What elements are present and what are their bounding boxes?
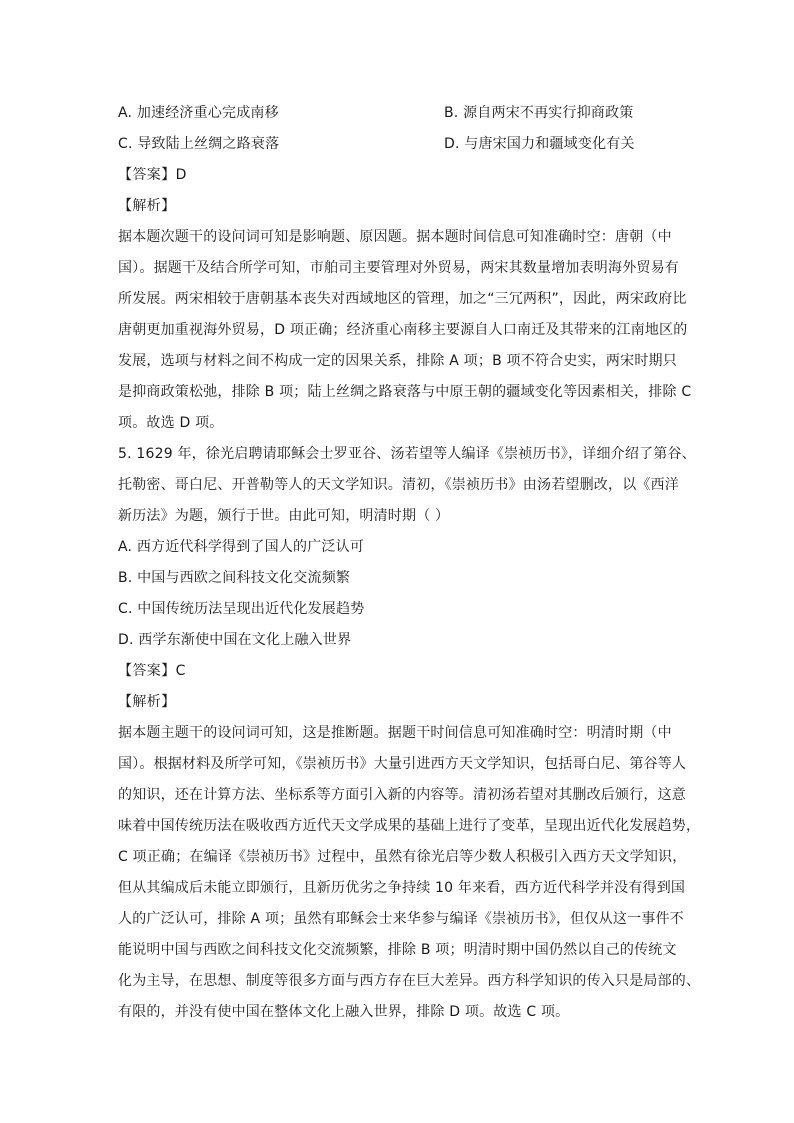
q5-stem-line: 新历法》为题，颁行于世。由此可知，明清时期（ ）: [118, 508, 450, 524]
q5-analysis-line: 味着中国传统历法在吸收西方近代天文学成果的基础上进行了变革，呈现出近代化发展趋势，: [118, 818, 701, 834]
q5-answer: 【答案】C: [118, 663, 186, 679]
q5-analysis-line: 国）。根据材料及所学可知，《崇祯历书》大量引进西方天文学知识，包括哥白尼、第谷等人: [118, 756, 687, 772]
q5-stem-line: 托勒密、哥白尼、开普勒等人的天文学知识。清初，《崇祯历书》由汤若望删改，以《西洋: [118, 477, 679, 493]
q5-analysis-line: 人的广泛认可，排除 A 项；虽然有耶稣会士来华参与编译《崇祯历书》，但仅从这一事件不: [118, 911, 684, 927]
q4-analysis-line: 据本题次题干的设问词可知是影响题、原因题。据本题时间信息可知准确时空：唐朝（中: [118, 229, 672, 245]
q4-analysis-line: 所发展。两宋相较于唐朝基本丧失对西域地区的管理，加之“三冗两积”，因此，两宋政府比: [118, 291, 687, 307]
q5-option-d[interactable]: D. 西学东渐使中国在文化上融入世界: [118, 632, 352, 648]
q5-option-b[interactable]: B. 中国与西欧之间科技文化交流频繁: [118, 570, 351, 586]
q5-option-a[interactable]: A. 西方近代科学得到了国人的广泛认可: [118, 539, 365, 555]
q4-analysis-line: 国）。据题干及结合所学可知，市舶司主要管理对外贸易，两宋其数量增加表明海外贸易有: [118, 260, 679, 276]
q5-analysis-line: 有限的，并没有使中国在整体文化上融入世界，排除 D 项。故选 C 项。: [118, 1004, 570, 1020]
q4-option-a[interactable]: A. 加速经济重心完成南移: [118, 105, 279, 121]
q4-options-row-1: [118, 98, 684, 129]
q4-options-row-2: [118, 129, 684, 160]
q5-stem-line: 5. 1629 年，徐光启聘请耶稣会士罗亚谷、汤若望等人编译《崇祯历书》，详细介绍了第谷、: [118, 446, 696, 462]
q4-analysis-text: [118, 222, 692, 439]
q4-analysis-line: 唐朝更加重视海外贸易，D 项正确；经济重心南移主要源自人口南迁及其带来的江南地区的: [118, 322, 688, 338]
q5-analysis-text: [118, 718, 701, 1028]
q5-analysis-line: C 项正确；在编译《崇祯历书》过程中，虽然有徐光启等少数人积极引入西方天文学知识，: [118, 849, 687, 865]
q5-option-c[interactable]: C. 中国传统历法呈现出近代化发展趋势: [118, 601, 365, 617]
q5-analysis-line: 但从其编成后未能立即颁行，且新历优劣之争持续 10 年来看，西方近代科学并没有得到国: [118, 880, 686, 896]
document-page: [118, 98, 701, 1028]
q4-option-c[interactable]: C. 导致陆上丝绸之路衰落: [118, 136, 280, 152]
q4-analysis-line: 发展，选项与材料之间不构成一定的因果关系，排除 A 项；B 项不符合史实，两宋时期只: [118, 353, 677, 369]
q4-analysis-line: 项。故选 D 项。: [118, 415, 224, 431]
q5-analysis-heading: 【解析】: [118, 694, 176, 710]
q5-stem: [118, 439, 696, 532]
q4-option-d[interactable]: D. 与唐宋国力和疆域变化有关: [444, 136, 635, 152]
q5-analysis-line: 的知识，还在计算方法、坐标系等方面引入新的内容等。清初汤若望对其删改后颁行，这意: [118, 787, 686, 803]
q4-option-b[interactable]: B. 源自两宋不再实行抑商政策: [444, 105, 634, 121]
q4-analysis-line: 是抑商政策松弛，排除 B 项；陆上丝绸之路衰落与中原王朝的疆域变化等因素相关，排除 C: [118, 384, 692, 400]
q5-analysis-line: 据本题主题干的设问词可知，这是推断题。据题干时间信息可知准确时空：明清时期（中: [118, 725, 672, 741]
q5-analysis-line: 能说明中国与西欧之间科技文化交流频繁，排除 B 项；明清时期中国仍然以自己的传统文: [118, 942, 677, 958]
q4-answer: 【答案】D: [118, 167, 187, 183]
q4-analysis-heading: 【解析】: [118, 198, 176, 214]
q5-analysis-line: 化为主导，在思想、制度等很多方面与西方存在巨大差异。西方科学知识的传入只是局部的、: [118, 973, 701, 989]
